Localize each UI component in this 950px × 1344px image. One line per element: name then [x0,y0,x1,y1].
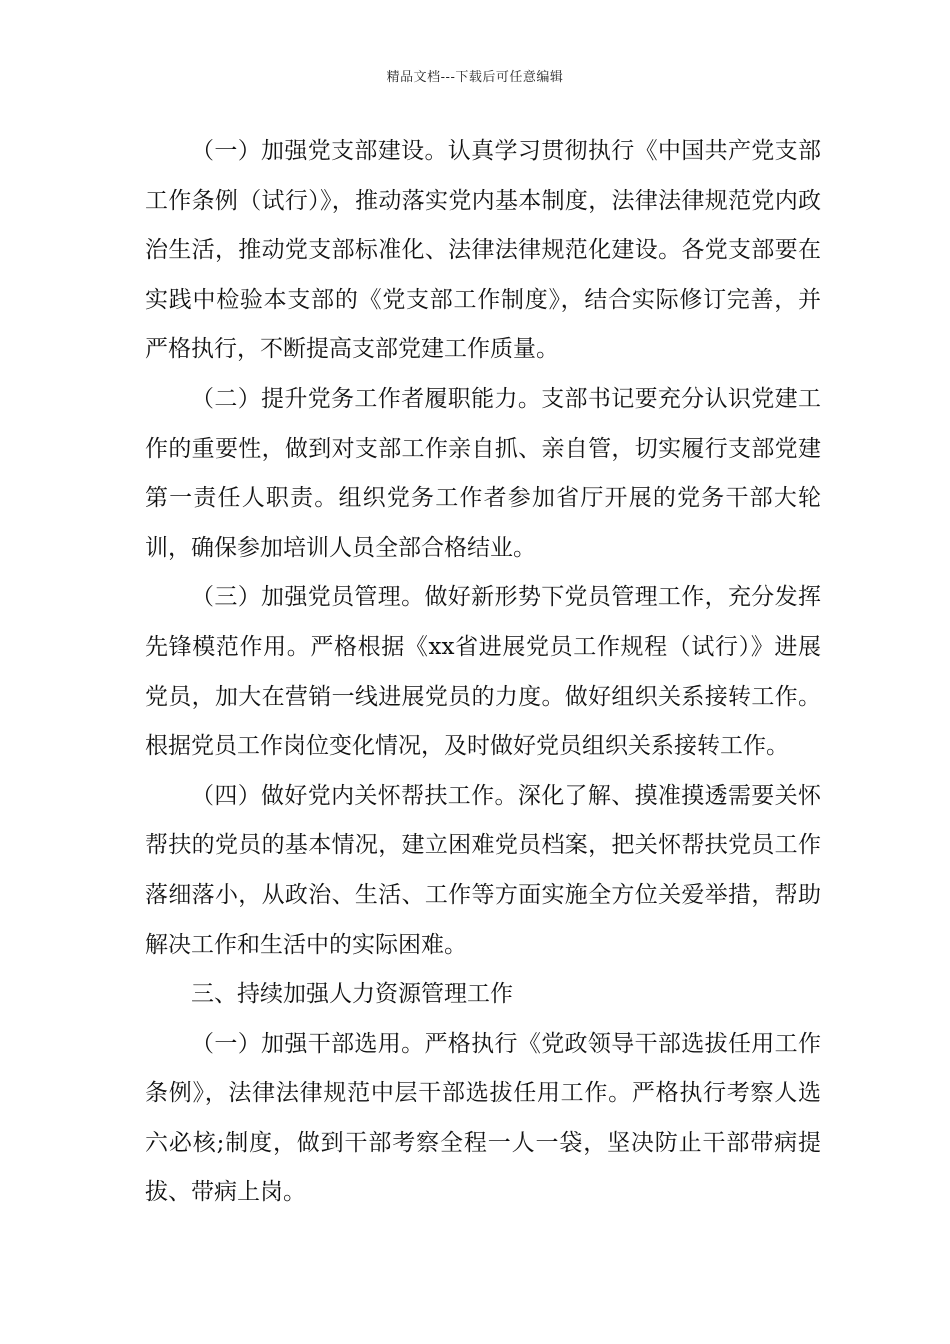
document-body [145,127,821,1218]
paragraph-cadre-selection: （一）加强干部选用。严格执行《党政领导干部选拔任用工作条例》，法律法律规范中层干部选拔任用工作。严格执行考察人选六必核;制度，做到干部考察全程一人一袋，坚决防止干部带病提拔、带病上岗。 [145,1030,821,1206]
paragraph-party-member-management: （三）加强党员管理。做好新形势下党员管理工作，充分发挥先锋模范作用。严格根据《xx省进展党员工作规程（试行）》进展党员，加大在营销一线进展党员的力度。做好组织关系接转工作。根据党员工作岗位变化情况，及时做好党员组织关系接转工作。 [145,584,821,760]
paragraph-party-affairs-capability: （二）提升党务工作者履职能力。支部书记要充分认识党建工作的重要性，做到对支部工作亲自抓、亲自管，切实履行支部党建第一责任人职责。组织党务工作者参加省厅开展的党务干部大轮训，确保参加培训人员全部合格结业。 [145,385,821,561]
section-heading-hr-management: 三、持续加强人力资源管理工作 [191,981,513,1008]
paragraph-care-and-assistance: （四）做好党内关怀帮扶工作。深化了解、摸准摸透需要关怀帮扶的党员的基本情况，建立困难党员档案，把关怀帮扶党员工作落细落小，从政治、生活、工作等方面实施全方位关爱举措，帮助解决工作和生活中的实际困难。 [145,782,821,958]
paragraph-party-branch-building: （一）加强党支部建设。认真学习贯彻执行《中国共产党支部工作条例（试行）》，推动落实党内基本制度，法律法律规范党内政治生活，推动党支部标准化、法律法律规范化建设。各党支部要在实践中检验本支部的《党支部工作制度》，结合实际修订完善，并严格执行，不断提高支部党建工作质量。 [145,138,821,363]
page-header: 精品文档---下载后可任意编辑 [386,70,564,85]
